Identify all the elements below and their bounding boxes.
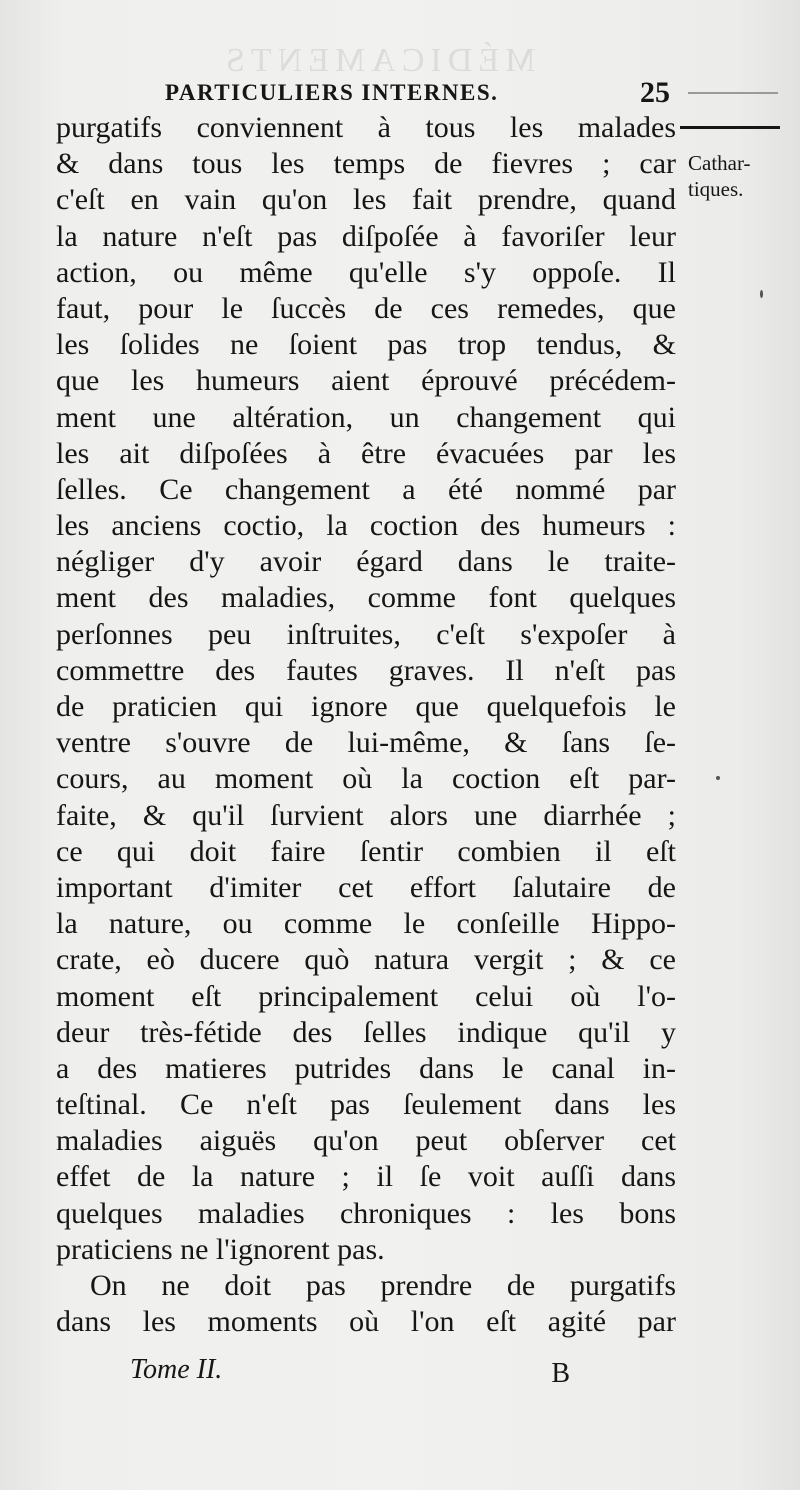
text-line: les ſolides ne ſoient pas trop tendus, & — [56, 328, 676, 362]
text-line: commettre des fautes graves. Il n'eſt pas — [56, 653, 676, 687]
text-line: perſonnes peu inſtruites, c'eſt s'expoſer à — [56, 617, 676, 651]
text-line: négliger d'y avoir égard dans le traite- — [56, 545, 676, 579]
text-line: la nature, ou comme le conſeille Hippo- — [56, 907, 676, 941]
marginal-note — [688, 150, 751, 202]
text-line: faut, pour le ſuccès de ces remedes, que — [56, 291, 676, 325]
text-line: moment eſt principalement celui où l'o- — [56, 979, 676, 1013]
ink-speck — [760, 290, 763, 298]
text-line: c'eſt en vain qu'on les fait prendre, quand — [56, 183, 676, 217]
volume-label: Tome II. — [130, 1354, 223, 1385]
page-header — [165, 74, 670, 110]
text-line: ventre s'ouvre de lui-même, & ſans ſe- — [56, 726, 676, 760]
marginal-note-line: Cathar- — [688, 151, 751, 175]
text-line: ſelles. Ce changement a été nommé par — [56, 472, 676, 506]
signature-mark: B — [551, 1358, 570, 1389]
text-line: teſtinal. Ce n'eſt pas ſeulement dans les — [56, 1088, 676, 1122]
text-line: ment des maladies, comme font quelques — [56, 581, 676, 615]
text-line: de praticien qui ignore que quelquefois le — [56, 690, 676, 723]
text-line: quelques maladies chroniques : les bons — [56, 1196, 676, 1230]
margin-rule — [680, 126, 780, 129]
text-line: la nature n'eſt pas diſpoſée à favoriſer leur — [56, 219, 676, 253]
text-line: a des matieres putrides dans le canal in- — [56, 1051, 676, 1085]
text-line: ment une altération, un changement qui — [56, 400, 676, 434]
text-line: les anciens coctio, la coction des humeurs : — [56, 509, 676, 543]
text-line: effet de la nature ; il ſe voit auſſi dans — [56, 1160, 676, 1194]
page-footer — [130, 1354, 570, 1394]
body-text — [56, 110, 676, 1340]
paragraph-start-line: On ne doit pas prendre de purgatifs — [90, 1269, 676, 1302]
running-head: PARTICULIERS INTERNES. — [165, 80, 499, 105]
text-line: crate, eò ducere quò natura vergit ; & ce — [56, 943, 676, 977]
text-line: action, ou même qu'elle s'y oppoſe. Il — [56, 255, 676, 289]
text-line: que les humeurs aient éprouvé précédem- — [56, 364, 676, 398]
show-through-text: MÉDICAMENTS — [220, 42, 536, 79]
text-line: dans les moments où l'on eſt agité par — [56, 1305, 676, 1339]
text-line: ce qui doit faire ſentir combien il eſt — [56, 834, 676, 868]
text-line: maladies aiguës qu'on peut obſerver cet — [56, 1124, 676, 1158]
text-line: faite, & qu'il ſurvient alors une diarrhée ; — [56, 798, 676, 832]
paragraph-end-line: praticiens ne l'ignorent pas. — [56, 1232, 385, 1266]
ink-speck — [716, 776, 720, 780]
text-line: deur très-fétide des ſelles indique qu'il y — [56, 1015, 676, 1049]
text-line: les ait diſpoſées à être évacuées par les — [56, 436, 676, 470]
text-line: purgatifs conviennent à tous les malades — [56, 111, 676, 144]
margin-rule-top — [688, 92, 778, 94]
page-number: 25 — [640, 76, 670, 109]
text-line: important d'imiter cet effort ſalutaire de — [56, 870, 676, 904]
text-line: & dans tous les temps de fievres ; car — [56, 147, 676, 181]
marginal-note-line: tiques. — [688, 177, 744, 201]
text-line: cours, au moment où la coction eſt par- — [56, 762, 676, 796]
